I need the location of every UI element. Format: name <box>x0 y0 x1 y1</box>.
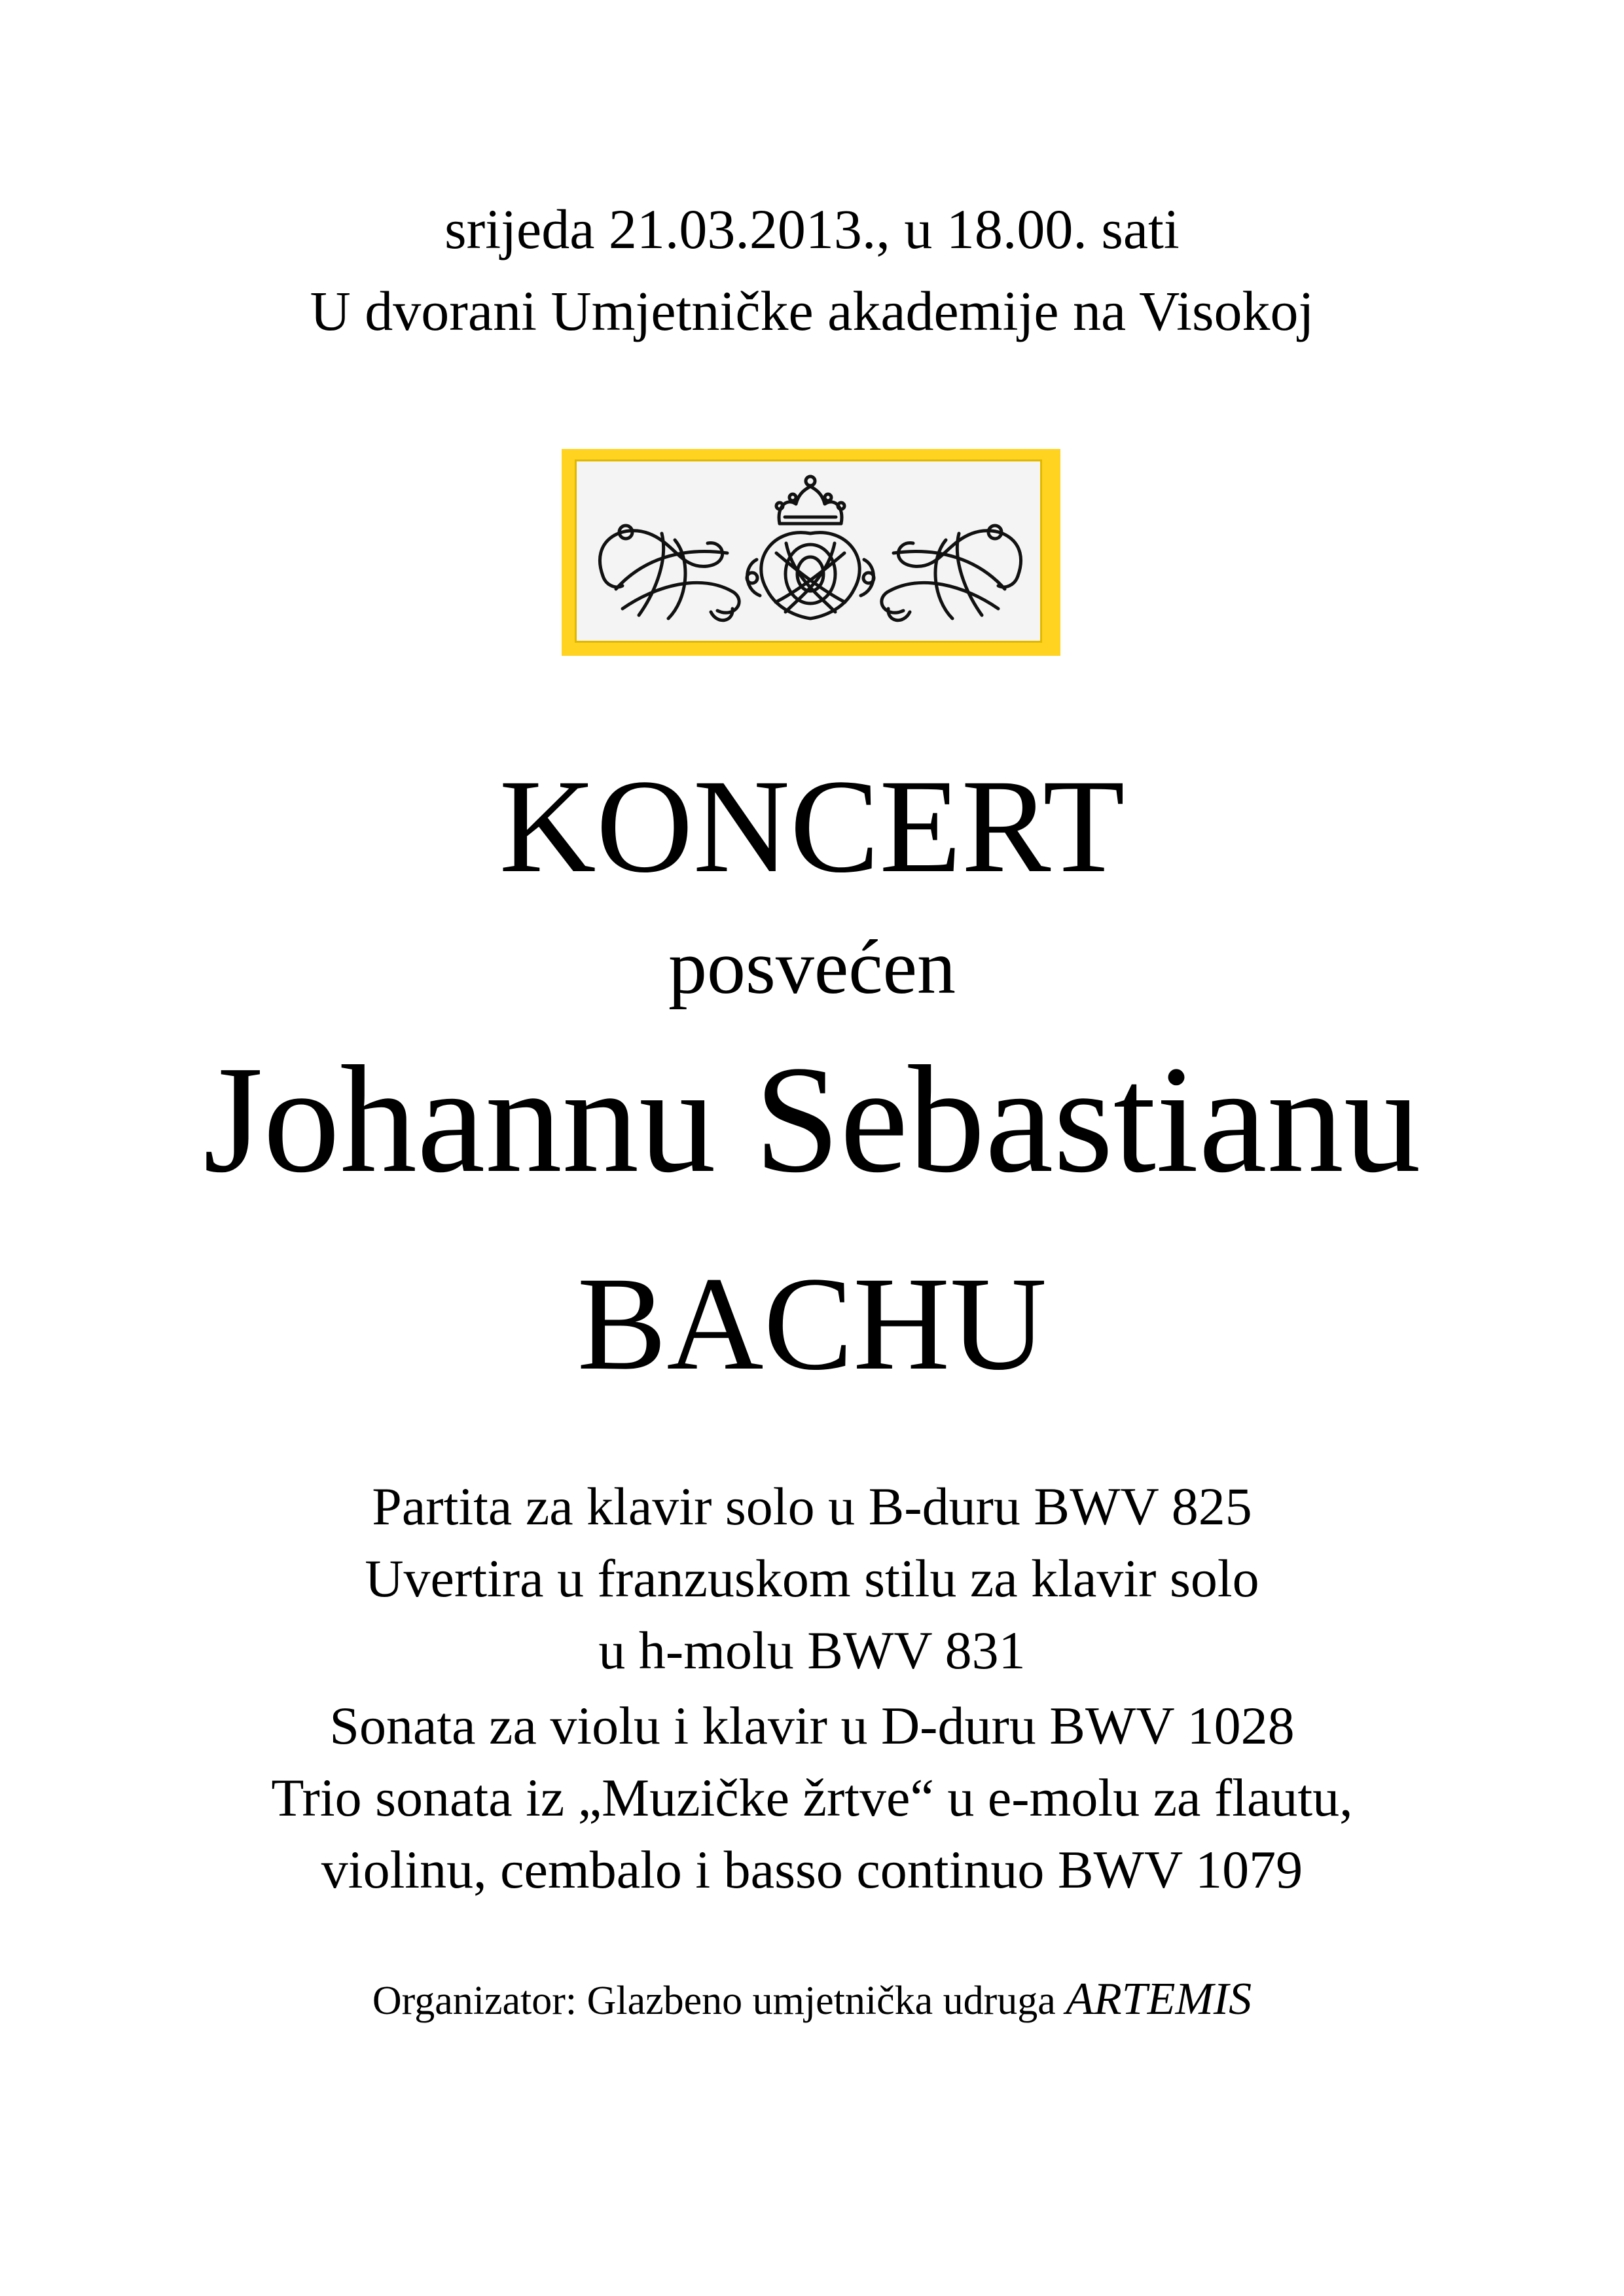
composer-name: Johannu Sebastianu <box>203 1034 1421 1204</box>
dedication-text: posvećen <box>668 924 956 1010</box>
bach-seal-frame <box>562 449 1060 656</box>
program-item: Sonata za violu i klavir u D-duru BWV 1028 <box>329 1696 1295 1755</box>
program-item: Trio sonata iz „Muzičke žrtve“ u e-molu za flautu, <box>271 1768 1353 1827</box>
program-item: violinu, cembalo i basso continuo BWV 1079 <box>321 1840 1303 1899</box>
composer-surname: BACHU <box>577 1249 1047 1398</box>
bach-monogram-seal-icon <box>575 459 1042 643</box>
event-date: srijeda 21.03.2013., u 18.00. sati <box>444 198 1180 260</box>
program-item: Uvertira u franzuskom stilu za klavir solo <box>365 1549 1259 1608</box>
program-item: Partita za klavir solo u B-duru BWV 825 <box>372 1477 1252 1536</box>
event-venue: U dvorani Umjetničke akademije na Visokoj <box>310 279 1314 342</box>
organizer-label: Organizator: Glazbeno umjetnička udruga <box>372 1979 1056 2023</box>
concert-title: KONCERT <box>499 752 1125 901</box>
organizer-name: ARTEMIS <box>1066 1974 1252 2024</box>
program-item: u h-molu BWV 831 <box>598 1621 1026 1680</box>
organizer-line <box>0 1973 1624 2026</box>
